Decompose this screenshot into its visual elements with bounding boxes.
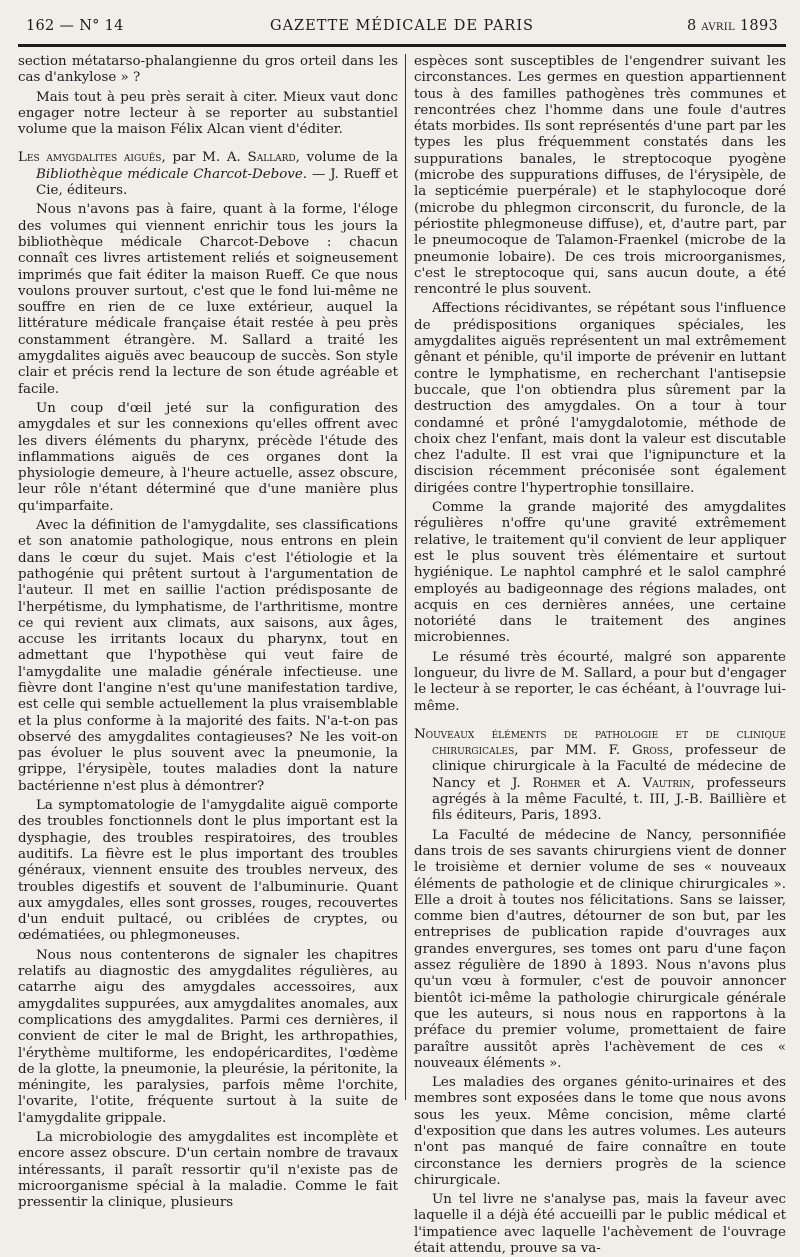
paragraph: espèces sont susceptibles de l'engendrer suivant les circonstances. Les germes en question appartiennent tous à des familles pathogènes très communes et rencontrées chez l'homme dans une foule d'autres états morbides. Ils sont représentés d'une part par les types les plus fréquemment constatés dans les suppurations banales, le streptocoque pyogène (microbe des suppurations diffuses, de l'érysipèle, de la septicémie puerpérale) et le staphylocoque doré (microbe du phlegmon circonscrit, du furoncle, de la périostite phlegmoneuse diffuse), et, d'autre part, par le pneumocoque de Talamon-Fraenkel (microbe de la pneumonie lobaire). De ces trois microorganismes, c'est le streptocoque qui, sans aucun doute, a été rencontré le plus souvent. xyxy=(414,54,786,298)
review-author: Rohmer xyxy=(532,775,581,791)
paragraph: Le résumé très écourté, malgré son apparente longueur, du livre de M. Sallard, a pour but d'engager le lecteur à se reporter, le cas échéant, à l'ouvrage lui-même. xyxy=(414,649,786,714)
review-text: professeurs agrégés à la même Faculté, t. III, J.-B. Baillière et fils éditeurs, Paris, 1893. xyxy=(432,775,787,824)
review-text: par MM. F. xyxy=(530,743,621,759)
review-text: professeur de clinique chirurgicale à la Faculté de médecine de Nancy et J. xyxy=(432,743,786,791)
paragraph: La Faculté de médecine de Nancy, personnifiée dans trois de ses savants chirurgiens vient de donner le troisième et dernier volume de ses « nouveaux éléments de pathologie et de clinique chirurgicales ». Elle a droit à toutes nos félicitations. Sans se laisser, comme bien d'autres, détourner de son but, par les entreprises de publication rapide d'ouvrages aux grandes envergures, ses tomes ont paru d'une façon assez régulière de 1890 à 1893. Nous n'avons plus qu'un vœu à formuler, c'est de pouvoir annoncer bientôt ici-même la pathologie chirurgicale générale que les auteurs, si nous nous en rapportons à la préface du premier volume, promettaient de faire paraître aussitôt après l'achèvement de ces « nouveaux éléments ». xyxy=(414,827,786,1071)
review-text: et A. xyxy=(591,775,631,791)
paragraph: La microbiologie des amygdalites est incomplète et encore assez obscure. D'un certain nombre de travaux intéressants, il paraît ressortir qu'il n'existe pas de microorganisme spécial à la maladie. Comme le fait pressentir la clinique, plusieurs xyxy=(18,1130,398,1211)
header-rule xyxy=(18,44,786,47)
paragraph: Un tel livre ne s'analyse pas, mais la faveur avec laquelle il a déjà été accueilli par le public médical et l'impatience avec laquelle l'achèvement de l'ouvrage était attendu, prouve sa va- xyxy=(414,1192,786,1257)
paragraph: Nous nous contenterons de signaler les chapitres relatifs au diagnostic des amygdalites régulières, au catarrhe aigu des amygdales accessoires, aux amygdalites suppurées, aux amygdalites anomales, aux complications des amygdalites. Parmi ces dernières, il convient de citer le mal de Bright, les arthropathies, l'érythème multiforme, les endopéricardites, l'œdème de la glotte, la pneumonie, la pleurésie, la péritonite, la méningite, les paralysies, parfois même l'orchite, l'ovarite, l'otite, fréquente surtout à la suite de l'amygdalite grippale. xyxy=(18,947,398,1126)
review-title: Nouveaux éléments de pathologie et de clinique chirurgicales, xyxy=(414,726,786,759)
review-heading xyxy=(414,726,787,825)
review-author: Sallard, xyxy=(247,150,300,166)
issue-day: 8 xyxy=(686,18,697,34)
issue-month: avril xyxy=(701,18,735,34)
review-author: Vautrin, xyxy=(642,775,695,791)
paragraph: La symptomatologie de l'amygdalite aiguë comporte des troubles fonctionnels dont le plus important est la dysphagie, des troubles respiratoires, des troubles auditifs. La fièvre est le plus important des troubles généraux, viennent ensuite des troubles nerveux, des troubles digestifs et souvent de l'albuminurie. Quant aux amygdales, elles sont grosses, rouges, recouvertes d'un enduit pultacé, ou criblées de cryptes, ou œdématiées, ou phlegmoneuses. xyxy=(18,798,398,944)
issue-year: 1893 xyxy=(739,18,778,34)
column-divider xyxy=(405,54,406,1100)
paragraph: Les maladies des organes génito-urinaires et des membres sont exposées dans le tome que nous avons sous les yeux. Même concision, même clarté d'exposition que dans les autres volumes. Les auteurs n'ont pas manqué de faire connaître en toute circonstance les derniers progrès de la science chirurgicale. xyxy=(414,1075,786,1188)
review-text: par M. A. xyxy=(172,150,241,166)
page-header xyxy=(26,14,778,40)
paragraph: Avec la définition de l'amygdalite, ses classifications et son anatomie pathologique, nous entrons en plein dans le cœur du sujet. Mais c'est l'étiologie et la pathogénie qui prêtent surtout à l'argumentation de l'auteur. Il met en saillie l'action prédisposante de l'herpétisme, du lymphatisme, de l'arthritisme, montre ce qui revient aux climats, aux saisons, aux âges, accuse les irritants locaux du pharynx, tout en admettant que l'hypothèse qui veut faire de l'amygdalite une maladie générale infectieuse. une fièvre dont l'angine n'est qu'une manifestation tardive, est celle qui semble actuellement la plus vraisemblable et la plus conforme à la majorité des faits. N'a-t-on pas observé des amygdalites contagieuses? Ne les voit-on pas évoluer le plus souvent avec la pneumonie, la grippe, l'érysipèle, toutes maladies dont la nature bactérienne n'est plus à démontrer? xyxy=(18,518,398,794)
paragraph: Un coup d'œil jeté sur la configuration des amygdales et sur les connexions qu'elles offrent avec les divers éléments du pharynx, précède l'étude des inflammations aiguës de ces organes dont la physiologie demeure, à l'heure actuelle, assez obscure, leur rôle n'étant déterminé que d'une manière plus qu'imparfaite. xyxy=(18,400,398,514)
review-heading xyxy=(18,150,398,199)
left-column xyxy=(18,54,398,1211)
review-publisher: — J. Rueff et Cie, éditeurs. xyxy=(36,166,398,199)
paragraph: Mais tout à peu près serait à citer. Mieux vaut donc engager notre lecteur à se reporter au substantiel volume que la maison Félix Alcan vient d'éditer. xyxy=(18,89,398,138)
right-column xyxy=(414,54,787,1257)
review-author: Gross, xyxy=(631,743,674,759)
paragraph: Nous n'avons pas à faire, quant à la forme, l'éloge des volumes qui viennent enrichir tous les jours la bibliothèque médicale Charcot-Debove : chacun connaît ces livres artistement reliés et soigneusement imprimés que fait éditer la maison Rueff. Ce que nous voulons prouver surtout, c'est que le fond lui-même ne souffre en rien de ce luxe extérieur, auquel la littérature médicale française était restée à peu près constamment étrangère. M. Sallard a traité les amygdalites aiguës avec beaucoup de succès. Son style clair et précis rend la lecture de son étude agréable et facile. xyxy=(18,202,398,397)
review-title: Les amygdalites aiguës, xyxy=(18,150,166,166)
paragraph: Affections récidivantes, se répétant sous l'influence de prédispositions organiques spéciales, les amygdalites aiguës représentent un mal extrêmement gênant et pénible, qu'il importe de prévenir en luttant contre le lymphatisme, en recherchant l'antisepsie buccale, que l'on obtiendra plus sûrement par la destruction des amygdales. On a tour à tour condamné et prôné l'amygdalotomie, méthode de choix chez l'enfant, mais dont la valeur est discutable chez l'adulte. Il est vrai que l'ignipuncture et la discision récemment préconisée sont également dirigées contre l'hypertrophie tonsillaire. xyxy=(414,301,786,496)
paragraph: Comme la grande majorité des amygdalites régulières n'offre qu'une gravité extrêmement relative, le traitement qu'il convient de leur appliquer est le plus souvent très élémentaire et surtout hygiénique. Le naphtol camphré et le salol camphré employés au badigeonnage des régions malades, ont acquis en ces dernières années, une certaine notoriété dans le traitement des angines microbiennes. xyxy=(414,500,786,646)
page-number: 162 — N° 14 xyxy=(26,18,124,34)
issue-date xyxy=(687,18,778,34)
paragraph: section métatarso-phalangienne du gros orteil dans les cas d'ankylose » ? xyxy=(18,54,398,86)
review-series: Bibliothèque médicale Charcot-Debove. xyxy=(36,166,308,182)
journal-title: GAZETTE MÉDICALE DE PARIS xyxy=(270,18,534,34)
review-text: volume de la xyxy=(306,150,398,166)
